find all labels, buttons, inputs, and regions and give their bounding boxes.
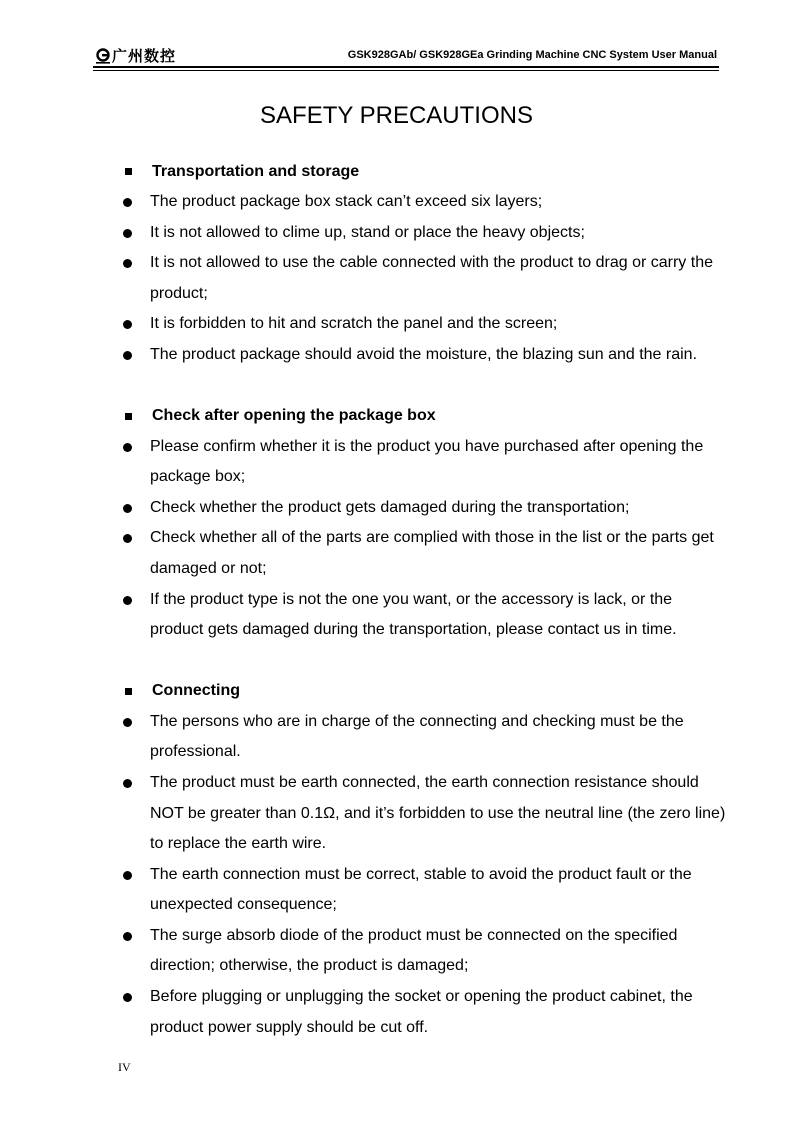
section-heading: Transportation and storage bbox=[152, 162, 360, 180]
list-item: The earth connection must be correct, stable to avoid the product fault or the unexpected consequence; bbox=[118, 860, 728, 921]
bullet-dot-icon bbox=[123, 534, 132, 543]
list-item: Before plugging or unplugging the socket or opening the product cabinet, the product power supply should be cut off. bbox=[118, 982, 728, 1043]
bullet-dot-icon bbox=[123, 779, 132, 788]
section-package-check bbox=[118, 401, 728, 646]
bullet-dot-icon bbox=[123, 504, 132, 513]
section-heading: Connecting bbox=[152, 682, 240, 700]
gsk-logo-icon bbox=[95, 48, 111, 64]
page-header bbox=[93, 44, 719, 70]
section-connecting bbox=[118, 676, 728, 1044]
list-item: If the product type is not the one you want, or the accessory is lack, or the product gets damaged during the transportation, please contact us in time. bbox=[118, 585, 728, 646]
bullet-dot-icon bbox=[123, 932, 132, 941]
header-rule-thin bbox=[93, 70, 719, 71]
bullet-dot-icon bbox=[123, 259, 132, 268]
list-item: The surge absorb diode of the product must be connected on the specified direction; otherwise, the product is damaged; bbox=[118, 921, 728, 982]
precautions-content bbox=[118, 156, 728, 1073]
list-item: It is not allowed to use the cable connected with the product to drag or carry the product; bbox=[118, 248, 728, 309]
list-item: Check whether all of the parts are complied with those in the list or the parts get damaged or not; bbox=[118, 523, 728, 584]
bullet-dot-icon bbox=[123, 229, 132, 238]
manual-title: GSK928GAb/ GSK928GEa Grinding Machine CNC System User Manual bbox=[347, 49, 717, 61]
bullet-dot-icon bbox=[123, 993, 132, 1002]
list-item: The product must be earth connected, the earth connection resistance should NOT be greater than 0.1Ω, and it’s forbidden to use the neutral line (the zero line) to replace the earth wire. bbox=[118, 768, 728, 860]
square-bullet-icon bbox=[125, 413, 132, 420]
bullet-dot-icon bbox=[123, 596, 132, 605]
list-item: It is forbidden to hit and scratch the panel and the screen; bbox=[118, 309, 728, 340]
list-item: The product package should avoid the moisture, the blazing sun and the rain. bbox=[118, 340, 728, 371]
bullet-dot-icon bbox=[123, 871, 132, 880]
section-transportation bbox=[118, 156, 728, 371]
bullet-dot-icon bbox=[123, 443, 132, 452]
logo-text: 广州数控 bbox=[112, 47, 177, 65]
bullet-dot-icon bbox=[123, 351, 132, 360]
list-item: The product package box stack can’t exceed six layers; bbox=[118, 187, 728, 218]
list-item: The persons who are in charge of the connecting and checking must be the professional. bbox=[118, 707, 728, 768]
square-bullet-icon bbox=[125, 168, 132, 175]
bullet-dot-icon bbox=[123, 198, 132, 207]
list-item: It is not allowed to clime up, stand or place the heavy objects; bbox=[118, 218, 728, 249]
header-rule-thick bbox=[93, 66, 719, 68]
company-logo bbox=[95, 48, 176, 64]
bullet-dot-icon bbox=[123, 718, 132, 727]
bullet-dot-icon bbox=[123, 320, 132, 329]
section-heading: Check after opening the package box bbox=[152, 407, 436, 425]
square-bullet-icon bbox=[125, 688, 132, 695]
page-number: IV bbox=[118, 1060, 131, 1074]
page-title: SAFETY PRECAUTIONS bbox=[260, 102, 533, 129]
list-item: Check whether the product gets damaged during the transportation; bbox=[118, 493, 728, 524]
list-item: Please confirm whether it is the product you have purchased after opening the package box; bbox=[118, 432, 728, 493]
